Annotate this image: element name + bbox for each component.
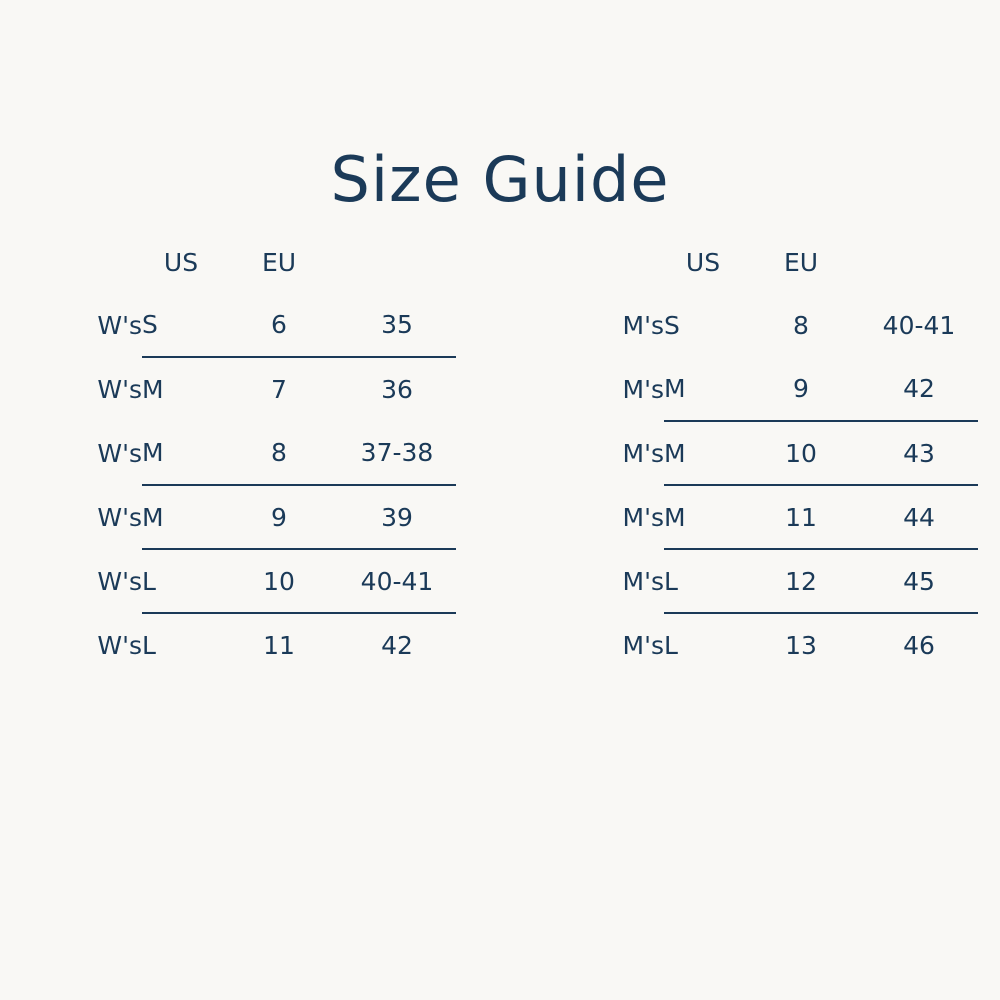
row-label: W's bbox=[97, 438, 142, 468]
table-row bbox=[544, 549, 978, 613]
row-sizecode: S bbox=[664, 310, 680, 340]
size-tables-container bbox=[0, 248, 1000, 677]
row-label: M's bbox=[622, 630, 664, 660]
table-row bbox=[22, 613, 456, 677]
row-sizecode: M bbox=[142, 375, 164, 404]
row-label: W's bbox=[97, 502, 142, 532]
table-row bbox=[22, 421, 456, 485]
row-us: 10 bbox=[220, 549, 338, 613]
row-label: W's bbox=[97, 630, 142, 660]
row-sizecode: M bbox=[664, 357, 742, 421]
row-sizecode: L bbox=[664, 549, 742, 613]
row-us: 11 bbox=[263, 631, 295, 660]
mens-header-label bbox=[544, 248, 664, 293]
table-row bbox=[544, 421, 978, 485]
row-label: M's bbox=[622, 566, 664, 596]
row-label: M's bbox=[622, 502, 664, 532]
row-eu: 35 bbox=[338, 293, 456, 357]
mens-size-table bbox=[544, 248, 978, 677]
womens-size-table bbox=[22, 248, 456, 677]
row-eu: 40-41 bbox=[882, 310, 956, 340]
row-eu: 37-38 bbox=[338, 421, 456, 485]
table-row bbox=[544, 613, 978, 677]
row-sizecode: L bbox=[142, 549, 220, 613]
table-header-row bbox=[544, 248, 978, 293]
row-us: 10 bbox=[742, 421, 860, 485]
row-us: 7 bbox=[271, 375, 287, 404]
row-eu: 40-41 bbox=[338, 549, 456, 613]
row-sizecode: M bbox=[142, 485, 220, 549]
row-us: 9 bbox=[220, 485, 338, 549]
row-us: 8 bbox=[220, 421, 338, 485]
row-sizecode: M bbox=[664, 485, 742, 549]
table-row bbox=[544, 293, 978, 357]
row-us: 13 bbox=[785, 631, 817, 660]
row-eu: 42 bbox=[381, 631, 413, 660]
table-row bbox=[22, 293, 456, 357]
row-label: M's bbox=[622, 374, 664, 404]
table-row bbox=[22, 357, 456, 421]
row-us: 11 bbox=[742, 485, 860, 549]
row-label: M's bbox=[622, 438, 664, 468]
row-sizecode: M bbox=[142, 421, 220, 485]
row-sizecode: L bbox=[664, 631, 678, 660]
mens-header-us: US bbox=[685, 248, 721, 277]
row-sizecode: S bbox=[142, 293, 220, 357]
womens-header-us: US bbox=[163, 248, 199, 277]
row-sizecode: L bbox=[142, 631, 156, 660]
mens-header-eu: EU bbox=[783, 248, 819, 277]
row-eu: 36 bbox=[381, 375, 413, 404]
row-eu: 42 bbox=[860, 357, 978, 421]
row-label: W's bbox=[97, 566, 142, 596]
row-eu: 43 bbox=[860, 421, 978, 485]
row-us: 8 bbox=[793, 310, 809, 340]
womens-header-eu: EU bbox=[261, 248, 297, 277]
row-us: 6 bbox=[220, 293, 338, 357]
womens-table-body bbox=[22, 293, 456, 677]
row-eu: 45 bbox=[860, 549, 978, 613]
mens-table-header bbox=[544, 248, 978, 293]
mens-table-body bbox=[544, 293, 978, 677]
table-row bbox=[22, 485, 456, 549]
row-eu: 44 bbox=[860, 485, 978, 549]
table-row bbox=[544, 485, 978, 549]
row-eu: 39 bbox=[338, 485, 456, 549]
row-us: 12 bbox=[742, 549, 860, 613]
page-title: Size Guide bbox=[330, 142, 670, 216]
womens-header-label bbox=[22, 248, 142, 293]
table-header-row bbox=[22, 248, 456, 293]
table-row bbox=[22, 549, 456, 613]
table-row bbox=[544, 357, 978, 421]
row-sizecode: M bbox=[664, 421, 742, 485]
row-eu: 46 bbox=[903, 631, 935, 660]
row-us: 9 bbox=[742, 357, 860, 421]
row-label: M's bbox=[622, 310, 664, 340]
row-label: W's bbox=[97, 374, 142, 404]
womens-table-header bbox=[22, 248, 456, 293]
row-label: W's bbox=[97, 310, 142, 340]
